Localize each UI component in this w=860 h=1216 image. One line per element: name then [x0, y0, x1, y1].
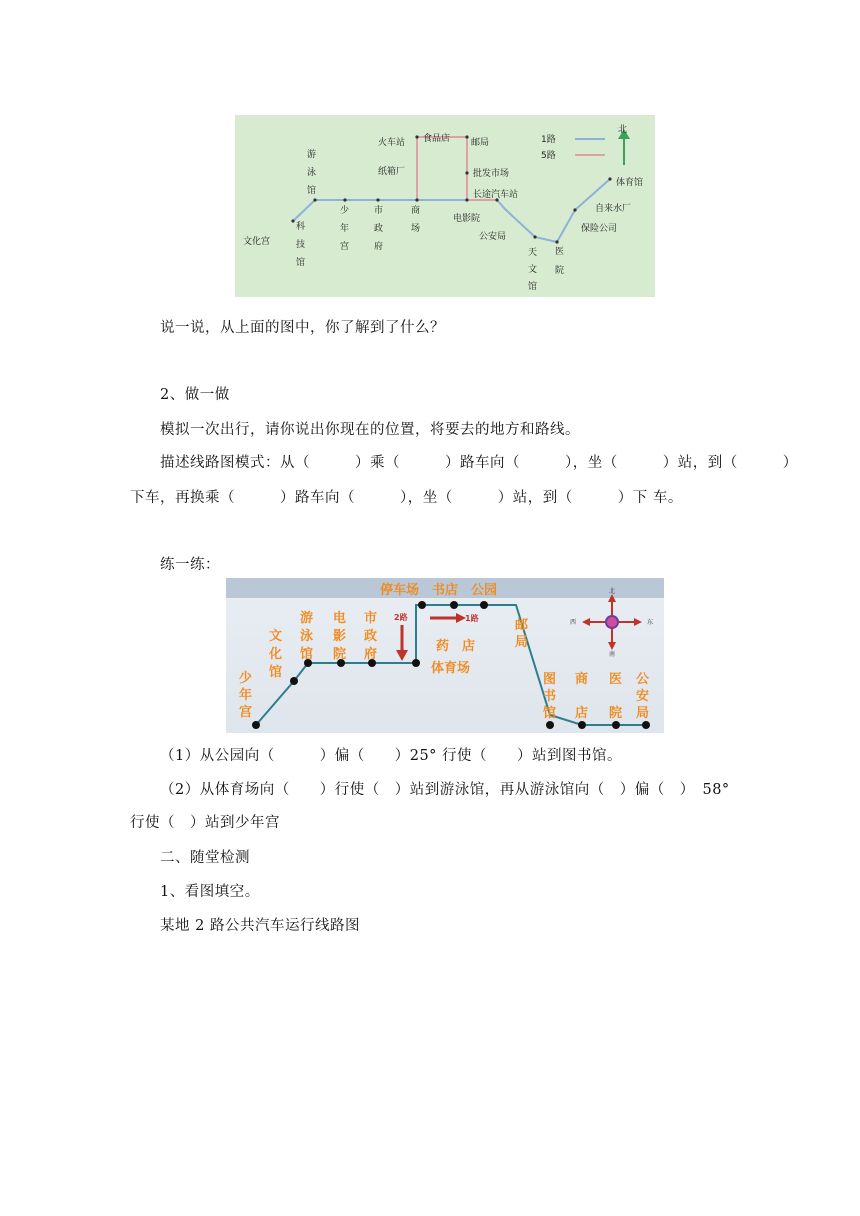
stop-dianyingyuan-3: 院 [333, 647, 347, 662]
stop-baoxiangongsi: 保险公司 [581, 224, 618, 234]
stop-shizhengfu-2: 政 [364, 629, 378, 644]
stop-tiyuchang: 体育场 [431, 661, 471, 676]
stop-tianwenguan-3: 馆 [528, 282, 538, 292]
stop-zhixiangchang: 纸箱厂 [378, 167, 406, 177]
route-map-2-svg [226, 578, 664, 733]
stop-wenhuaguan-3: 馆 [269, 665, 283, 680]
stop-dot [313, 198, 316, 201]
stop-tushuguan-1: 图 [543, 672, 557, 687]
stop-dot [555, 240, 558, 243]
stop-shizhengfu-1: 市 [374, 206, 384, 216]
stop-dot [465, 171, 468, 174]
fill-in-instruction: 1、看图填空。 [160, 884, 260, 900]
question-what-learned: 说一说，从上面的图中，你了解到了什么？ [160, 320, 445, 336]
stop-shaoniangong-2: 年 [239, 688, 253, 703]
stop-gonganju: 公安局 [479, 232, 507, 242]
compass-west-label: 西 [570, 619, 577, 626]
stop-gonganju-2: 安 [636, 689, 650, 704]
stop-shangchang-2: 场 [411, 224, 421, 234]
stop-dot [465, 198, 468, 201]
route-map-1-svg [235, 115, 655, 297]
stop-shaoniangong-1: 少 [239, 671, 253, 686]
stop-dot [573, 208, 576, 211]
route-template-line-1: 描述线路图模式：从（ ）乘（ ）路车向（ ），坐（ ）站，到（ ） [160, 455, 798, 471]
stop-dot [642, 721, 650, 729]
stop-dot [291, 219, 294, 222]
stop-shaoniangong-3: 宫 [340, 242, 350, 252]
stop-dot [252, 721, 260, 729]
stop-dot [418, 601, 426, 609]
stop-pifashichang: 批发市场 [473, 169, 510, 179]
stop-dot [290, 677, 298, 685]
legend-route-5-label: 5路 [541, 151, 556, 161]
practice-heading: 练一练： [160, 557, 220, 573]
stop-shangchang-1: 商 [411, 206, 421, 216]
stop-shizhengfu-3: 府 [364, 647, 378, 662]
stop-youju-1: 邮 [515, 618, 529, 633]
stop-youyongguan-2: 泳 [300, 629, 314, 644]
stop-zilaishuichang: 自来水厂 [595, 204, 632, 214]
stop-tushuguan-3: 馆 [543, 706, 557, 721]
stop-youju-2: 局 [515, 635, 529, 650]
stop-shizhengfu-1: 市 [364, 611, 378, 626]
stop-gonganju-1: 公 [636, 672, 650, 687]
stop-shipindian: 食品店 [423, 134, 451, 144]
stop-yiyuan-2: 院 [609, 706, 623, 721]
stop-shangdian-2: 店 [575, 706, 589, 721]
route-2-arrow-icon [396, 650, 408, 661]
exercise-2-line-2: 行使（ ）站到少年宫 [130, 815, 280, 831]
route-template-line-2: 下车，再换乘（ ）路车向（ ），坐（ ）站，到（ ）下 车。 [130, 490, 683, 506]
stop-youyongguan-3: 馆 [300, 647, 314, 662]
stop-youyongguan-1: 游 [300, 611, 314, 626]
stop-dot [608, 177, 611, 180]
legend-route-1-label: 1路 [541, 135, 556, 145]
route-1-label: 1路 [465, 614, 479, 623]
section-heading-in-class-test: 二、随堂检测 [160, 850, 250, 866]
stop-kejiguan-2: 技 [296, 240, 306, 250]
stop-dianyingyuan: 电影院 [453, 214, 481, 224]
stop-dot [578, 721, 586, 729]
stop-shaoniangong-1: 少 [340, 206, 350, 216]
stop-shaoniangong-2: 年 [340, 224, 350, 234]
legend-north-label: 北 [618, 125, 628, 135]
stop-youyongguan-1: 游 [307, 150, 317, 160]
stop-dot [465, 135, 468, 138]
compass-east-label: 东 [647, 619, 654, 626]
stop-dot [533, 235, 536, 238]
stop-huochezhan: 火车站 [378, 138, 406, 148]
stop-youyongguan-2: 泳 [307, 168, 317, 178]
stop-dot [343, 198, 346, 201]
stop-dot [412, 659, 420, 667]
stop-tianwenguan-2: 文 [528, 265, 538, 275]
stop-yaodian: 药 店 [436, 639, 476, 654]
top-stops-label: 停车场 书店 公园 [380, 583, 498, 598]
stop-youyongguan-3: 馆 [307, 186, 317, 196]
stop-wenhuaguan-2: 化 [269, 647, 283, 662]
stop-dot [480, 601, 488, 609]
stop-yiyuan-2: 院 [555, 266, 565, 276]
section-2-title: 2、做一做 [160, 387, 230, 403]
stop-youju: 邮局 [471, 138, 490, 148]
stop-gonganju-3: 局 [636, 706, 650, 721]
stop-changtuqichezhan: 长途汽车站 [473, 190, 519, 200]
compass-south-label: 南 [609, 651, 616, 658]
stop-dot [376, 198, 379, 201]
stop-dot [612, 721, 620, 729]
stop-dot [415, 135, 418, 138]
stop-shizhengfu-3: 府 [374, 242, 384, 252]
bus-route-map-2 [226, 578, 664, 733]
stop-dot [546, 721, 554, 729]
exercise-2-line-1: （2）从体育场向（ ）行使（ ）站到游泳馆，再从游泳馆向（ ）偏（ ） 58° [160, 782, 730, 798]
bus-route-2-caption: 某地 2 路公共汽车运行线路图 [160, 918, 360, 934]
stop-shangdian-1: 商 [575, 672, 589, 687]
stop-shizhengfu-2: 政 [374, 224, 384, 234]
stop-wenhuaguan-1: 文 [269, 629, 283, 644]
stop-yiyuan-1: 医 [555, 247, 565, 257]
bus-route-map-1 [235, 115, 655, 297]
stop-dot [450, 601, 458, 609]
compass-north-label: 北 [609, 588, 616, 595]
compass-center [606, 616, 618, 628]
stop-wenhuagong: 文化宫 [243, 237, 271, 247]
stop-tianwenguan-1: 天 [528, 248, 538, 258]
stop-kejiguan-3: 馆 [296, 258, 306, 268]
stop-dot [415, 198, 418, 201]
stop-dianyingyuan-2: 影 [333, 629, 347, 644]
section-2-instruction: 模拟一次出行，请你说出你现在的位置，将要去的地方和路线。 [160, 422, 580, 438]
exercise-1: （1）从公园向（ ）偏（ ）25° 行使（ ）站到图书馆。 [160, 748, 623, 764]
stop-shaoniangong-3: 宫 [239, 705, 253, 720]
stop-dianyingyuan-1: 电 [333, 611, 347, 626]
stop-yiyuan-1: 医 [609, 672, 623, 687]
stop-tushuguan-2: 书 [543, 689, 557, 704]
stop-kejiguan-1: 科 [296, 222, 306, 232]
route-2-label: 2路 [394, 613, 408, 622]
stop-tiyuguan: 体育馆 [616, 178, 644, 188]
